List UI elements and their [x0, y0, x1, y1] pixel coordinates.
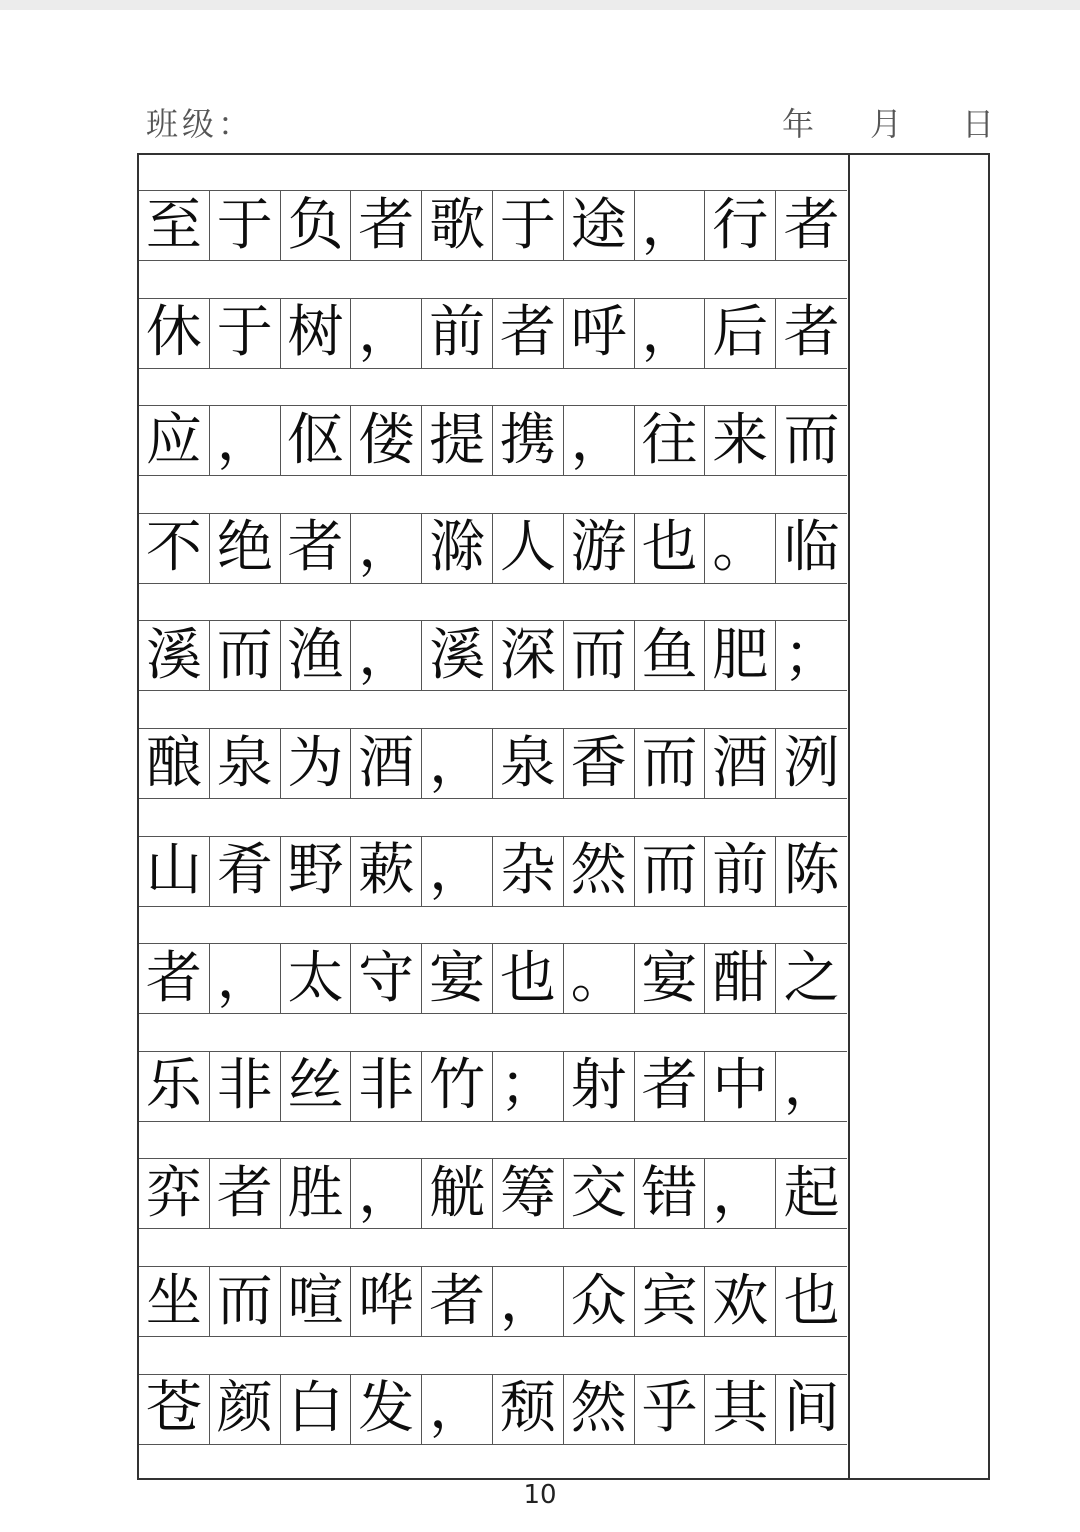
- grid-cell: 。: [705, 514, 776, 583]
- grid-cell: 滁: [422, 514, 493, 583]
- grid-row: [139, 943, 847, 1014]
- grid-cell: 杂: [493, 837, 564, 906]
- grid-cell: 者: [783, 192, 840, 258]
- grid-cell: 也: [493, 944, 564, 1013]
- grid-cell: 丝: [281, 1052, 352, 1121]
- grid-row: [139, 513, 847, 584]
- grid-cell: 前: [422, 299, 493, 368]
- grid-cell: 人: [493, 514, 564, 583]
- grid-cell: 胜: [281, 1159, 352, 1228]
- grid-cell: 颜: [210, 1375, 281, 1444]
- grid-cell: 乎: [635, 1375, 706, 1444]
- day-label: 日: [962, 105, 995, 143]
- grid-cell: 竹: [422, 1052, 493, 1121]
- grid-cell: 坐: [139, 1267, 210, 1336]
- grid-row: [139, 1158, 847, 1229]
- grid-cell: 绝: [210, 514, 281, 583]
- month-label: 月: [870, 105, 903, 143]
- grid-cell: 应: [139, 406, 210, 475]
- grid-cell: 而: [210, 621, 281, 690]
- grid-cell: ，: [351, 1159, 422, 1228]
- grid-cell: 而: [783, 407, 840, 473]
- grid-cell: 众: [564, 1267, 635, 1336]
- grid-cell: 往: [635, 406, 706, 475]
- class-label: 班级：: [146, 105, 255, 143]
- grid-cell: 休: [139, 299, 210, 368]
- grid-cell: 偻: [351, 406, 422, 475]
- top-bar: [0, 0, 1080, 10]
- grid-cell: 苍: [139, 1375, 210, 1444]
- grid-cell: ，: [351, 514, 422, 583]
- grid-row: [139, 298, 847, 369]
- grid-cell: 守: [351, 944, 422, 1013]
- grid-row: [139, 836, 847, 907]
- grid-cell: ，: [635, 191, 706, 260]
- grid-cell: 欢: [705, 1267, 776, 1336]
- grid-cell: 溪: [139, 621, 210, 690]
- grid-cell: ，: [210, 406, 281, 475]
- grid-cell: 于: [493, 191, 564, 260]
- grid-cell: ，: [422, 1375, 493, 1444]
- grid-cell: 者: [422, 1267, 493, 1336]
- grid-cell: 者: [139, 944, 210, 1013]
- grid-cell: 香: [564, 729, 635, 798]
- grid-cell: 太: [281, 944, 352, 1013]
- grid-cell: 树: [281, 299, 352, 368]
- grid-cell: 呼: [564, 299, 635, 368]
- grid-cell: ，: [351, 299, 422, 368]
- grid-cell: 也: [783, 1268, 840, 1334]
- grid-cell: ；: [783, 622, 840, 688]
- page-number: 10: [523, 1480, 557, 1510]
- grid-cell: ，: [705, 1159, 776, 1228]
- grid-cell: 后: [705, 299, 776, 368]
- grid-row: [139, 1374, 847, 1445]
- grid-cell: 者: [635, 1052, 706, 1121]
- grid-cell: ，: [422, 837, 493, 906]
- grid-cell: ，: [635, 299, 706, 368]
- grid-cell: 觥: [422, 1159, 493, 1228]
- grid-cell: 酒: [705, 729, 776, 798]
- grid-cell: 临: [783, 515, 840, 581]
- grid-cell: 射: [564, 1052, 635, 1121]
- grid-cell: 非: [351, 1052, 422, 1121]
- grid-row: [139, 1266, 847, 1337]
- grid-row: [139, 1051, 847, 1122]
- grid-cell: 歌: [422, 191, 493, 260]
- grid-cell: 前: [705, 837, 776, 906]
- grid-cell: 提: [422, 406, 493, 475]
- grid-row: [139, 405, 847, 476]
- grid-cell: 而: [210, 1267, 281, 1336]
- grid-cell: 泉: [493, 729, 564, 798]
- grid-cell: 发: [351, 1375, 422, 1444]
- grid-cell: 弈: [139, 1159, 210, 1228]
- grid-cell: 而: [635, 837, 706, 906]
- grid-cell: 然: [564, 1375, 635, 1444]
- grid-cell: 携: [493, 406, 564, 475]
- grid-cell: 肥: [705, 621, 776, 690]
- grid-cell: 者: [210, 1159, 281, 1228]
- grid-cell: 错: [635, 1159, 706, 1228]
- grid-cell: 者: [351, 191, 422, 260]
- grid-cell: 鱼: [635, 621, 706, 690]
- grid-cell: 于: [210, 191, 281, 260]
- grid-cell: 中: [705, 1052, 776, 1121]
- grid-cell: ；: [493, 1052, 564, 1121]
- grid-cell: ，: [564, 406, 635, 475]
- grid-cell: 游: [564, 514, 635, 583]
- grid-cell: 颓: [493, 1375, 564, 1444]
- grid-cell: 于: [210, 299, 281, 368]
- grid-cell: 。: [564, 944, 635, 1013]
- grid-cell: 酿: [139, 729, 210, 798]
- grid-cell: 筹: [493, 1159, 564, 1228]
- grid-cell: 至: [139, 191, 210, 260]
- grid-cell: 哗: [351, 1267, 422, 1336]
- grid-cell: 非: [210, 1052, 281, 1121]
- grid-cell: 肴: [210, 837, 281, 906]
- grid-cell: 其: [705, 1375, 776, 1444]
- grid-cell: 也: [635, 514, 706, 583]
- grid-cell: 山: [139, 837, 210, 906]
- grid-cell: 之: [783, 945, 840, 1011]
- grid-cell: 而: [564, 621, 635, 690]
- grid-cell: 洌: [783, 730, 840, 796]
- year-label: 年: [782, 105, 815, 143]
- grid-cell: 溪: [422, 621, 493, 690]
- grid-cell: 宴: [422, 944, 493, 1013]
- grid-cell: 者: [281, 514, 352, 583]
- grid-row: [139, 620, 847, 691]
- grid-cell: ，: [422, 729, 493, 798]
- grid-cell: 负: [281, 191, 352, 260]
- grid-cell: 伛: [281, 406, 352, 475]
- grid-row: [139, 190, 847, 261]
- grid-cell: 酣: [705, 944, 776, 1013]
- grid-cell: ，: [493, 1267, 564, 1336]
- grid-cell: ，: [210, 944, 281, 1013]
- margin-divider: [848, 153, 850, 1480]
- grid-cell: 而: [635, 729, 706, 798]
- grid-cell: 然: [564, 837, 635, 906]
- grid-cell: 泉: [210, 729, 281, 798]
- grid-cell: 不: [139, 514, 210, 583]
- grid-cell: 宾: [635, 1267, 706, 1336]
- grid-cell: 渔: [281, 621, 352, 690]
- grid-cell: 者: [783, 300, 840, 366]
- grid-cell: 交: [564, 1159, 635, 1228]
- grid-cell: ，: [351, 621, 422, 690]
- grid-cell: 蔌: [351, 837, 422, 906]
- grid-cell: 行: [705, 191, 776, 260]
- grid-row: [139, 728, 847, 799]
- grid-cell: 白: [281, 1375, 352, 1444]
- grid-cell: 乐: [139, 1052, 210, 1121]
- grid-cell: 途: [564, 191, 635, 260]
- grid-cell: 起: [783, 1160, 840, 1226]
- grid-cell: 陈: [783, 838, 840, 904]
- grid-cell: 深: [493, 621, 564, 690]
- grid-cell: 喧: [281, 1267, 352, 1336]
- grid-cell: 间: [783, 1376, 840, 1442]
- grid-cell: 为: [281, 729, 352, 798]
- grid-cell: 酒: [351, 729, 422, 798]
- grid-cell: 宴: [635, 944, 706, 1013]
- grid-cell: 来: [705, 406, 776, 475]
- grid-cell: 者: [493, 299, 564, 368]
- grid-cell: ，: [783, 1053, 840, 1119]
- grid-cell: 野: [281, 837, 352, 906]
